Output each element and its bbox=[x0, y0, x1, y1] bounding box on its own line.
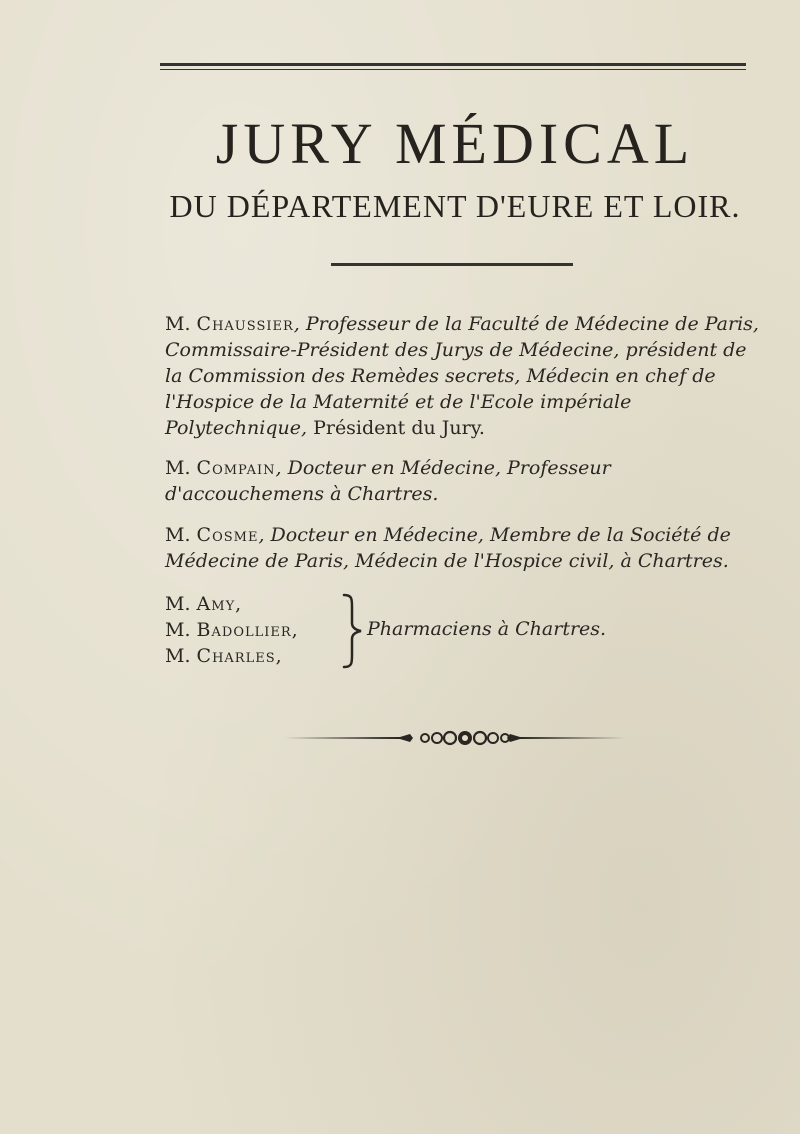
pharmacist-prefix: M. bbox=[165, 593, 191, 615]
member-role: Président du Jury. bbox=[307, 417, 485, 439]
pharmacist-prefix: M. bbox=[165, 619, 191, 641]
pharmacists-label: Pharmaciens à Chartres. bbox=[367, 618, 607, 640]
member-prefix: M. bbox=[165, 457, 191, 479]
member-name: Cosme bbox=[196, 524, 259, 546]
section-divider bbox=[331, 263, 573, 266]
pharmacist-item bbox=[165, 643, 335, 669]
pharmacist-list bbox=[165, 591, 335, 669]
decorative-ornament-icon bbox=[285, 728, 625, 748]
pharmacist-suffix: , bbox=[291, 619, 298, 641]
member-prefix: M. bbox=[165, 313, 191, 335]
document-subtitle: DU DÉPARTEMENT D'EURE ET LOIR. bbox=[169, 188, 741, 224]
pharmacist-name: Amy bbox=[196, 593, 236, 615]
pharmacist-item bbox=[165, 591, 335, 617]
pharmacist-item bbox=[165, 617, 335, 643]
member-entry bbox=[165, 455, 765, 507]
member-prefix: M. bbox=[165, 524, 191, 546]
member-name: Compain bbox=[196, 457, 276, 479]
pharmacist-suffix: , bbox=[235, 593, 242, 615]
pharmacist-prefix: M. bbox=[165, 645, 191, 667]
pharmacist-suffix: , bbox=[275, 645, 282, 667]
member-description: , Docteur en Médecine, Professeur d'accouchemens à Chartres. bbox=[165, 457, 611, 505]
pharmacist-name: Charles bbox=[196, 645, 276, 667]
member-name: Chaussier bbox=[196, 313, 294, 335]
member-entry bbox=[165, 522, 765, 574]
document-title: JURY MÉDICAL bbox=[215, 111, 695, 176]
member-description: , Docteur en Médecine, Membre de la Société de Médecine de Paris, Médecin de l'Hospice civil, à Chartres. bbox=[165, 524, 731, 572]
member-description: , Professeur de la Faculté de Médecine de Paris, Commissaire-Président des Jurys de Médecine, président de la Commission des Remèdes secrets, Médecin en chef de l'Hospice de la Maternité et de l'Ecole impériale Polytechnique, bbox=[165, 313, 759, 439]
curly-brace-icon bbox=[340, 593, 364, 669]
pharmacist-name: Badollier bbox=[196, 619, 292, 641]
top-double-rule bbox=[160, 63, 746, 66]
member-entry bbox=[165, 311, 765, 441]
